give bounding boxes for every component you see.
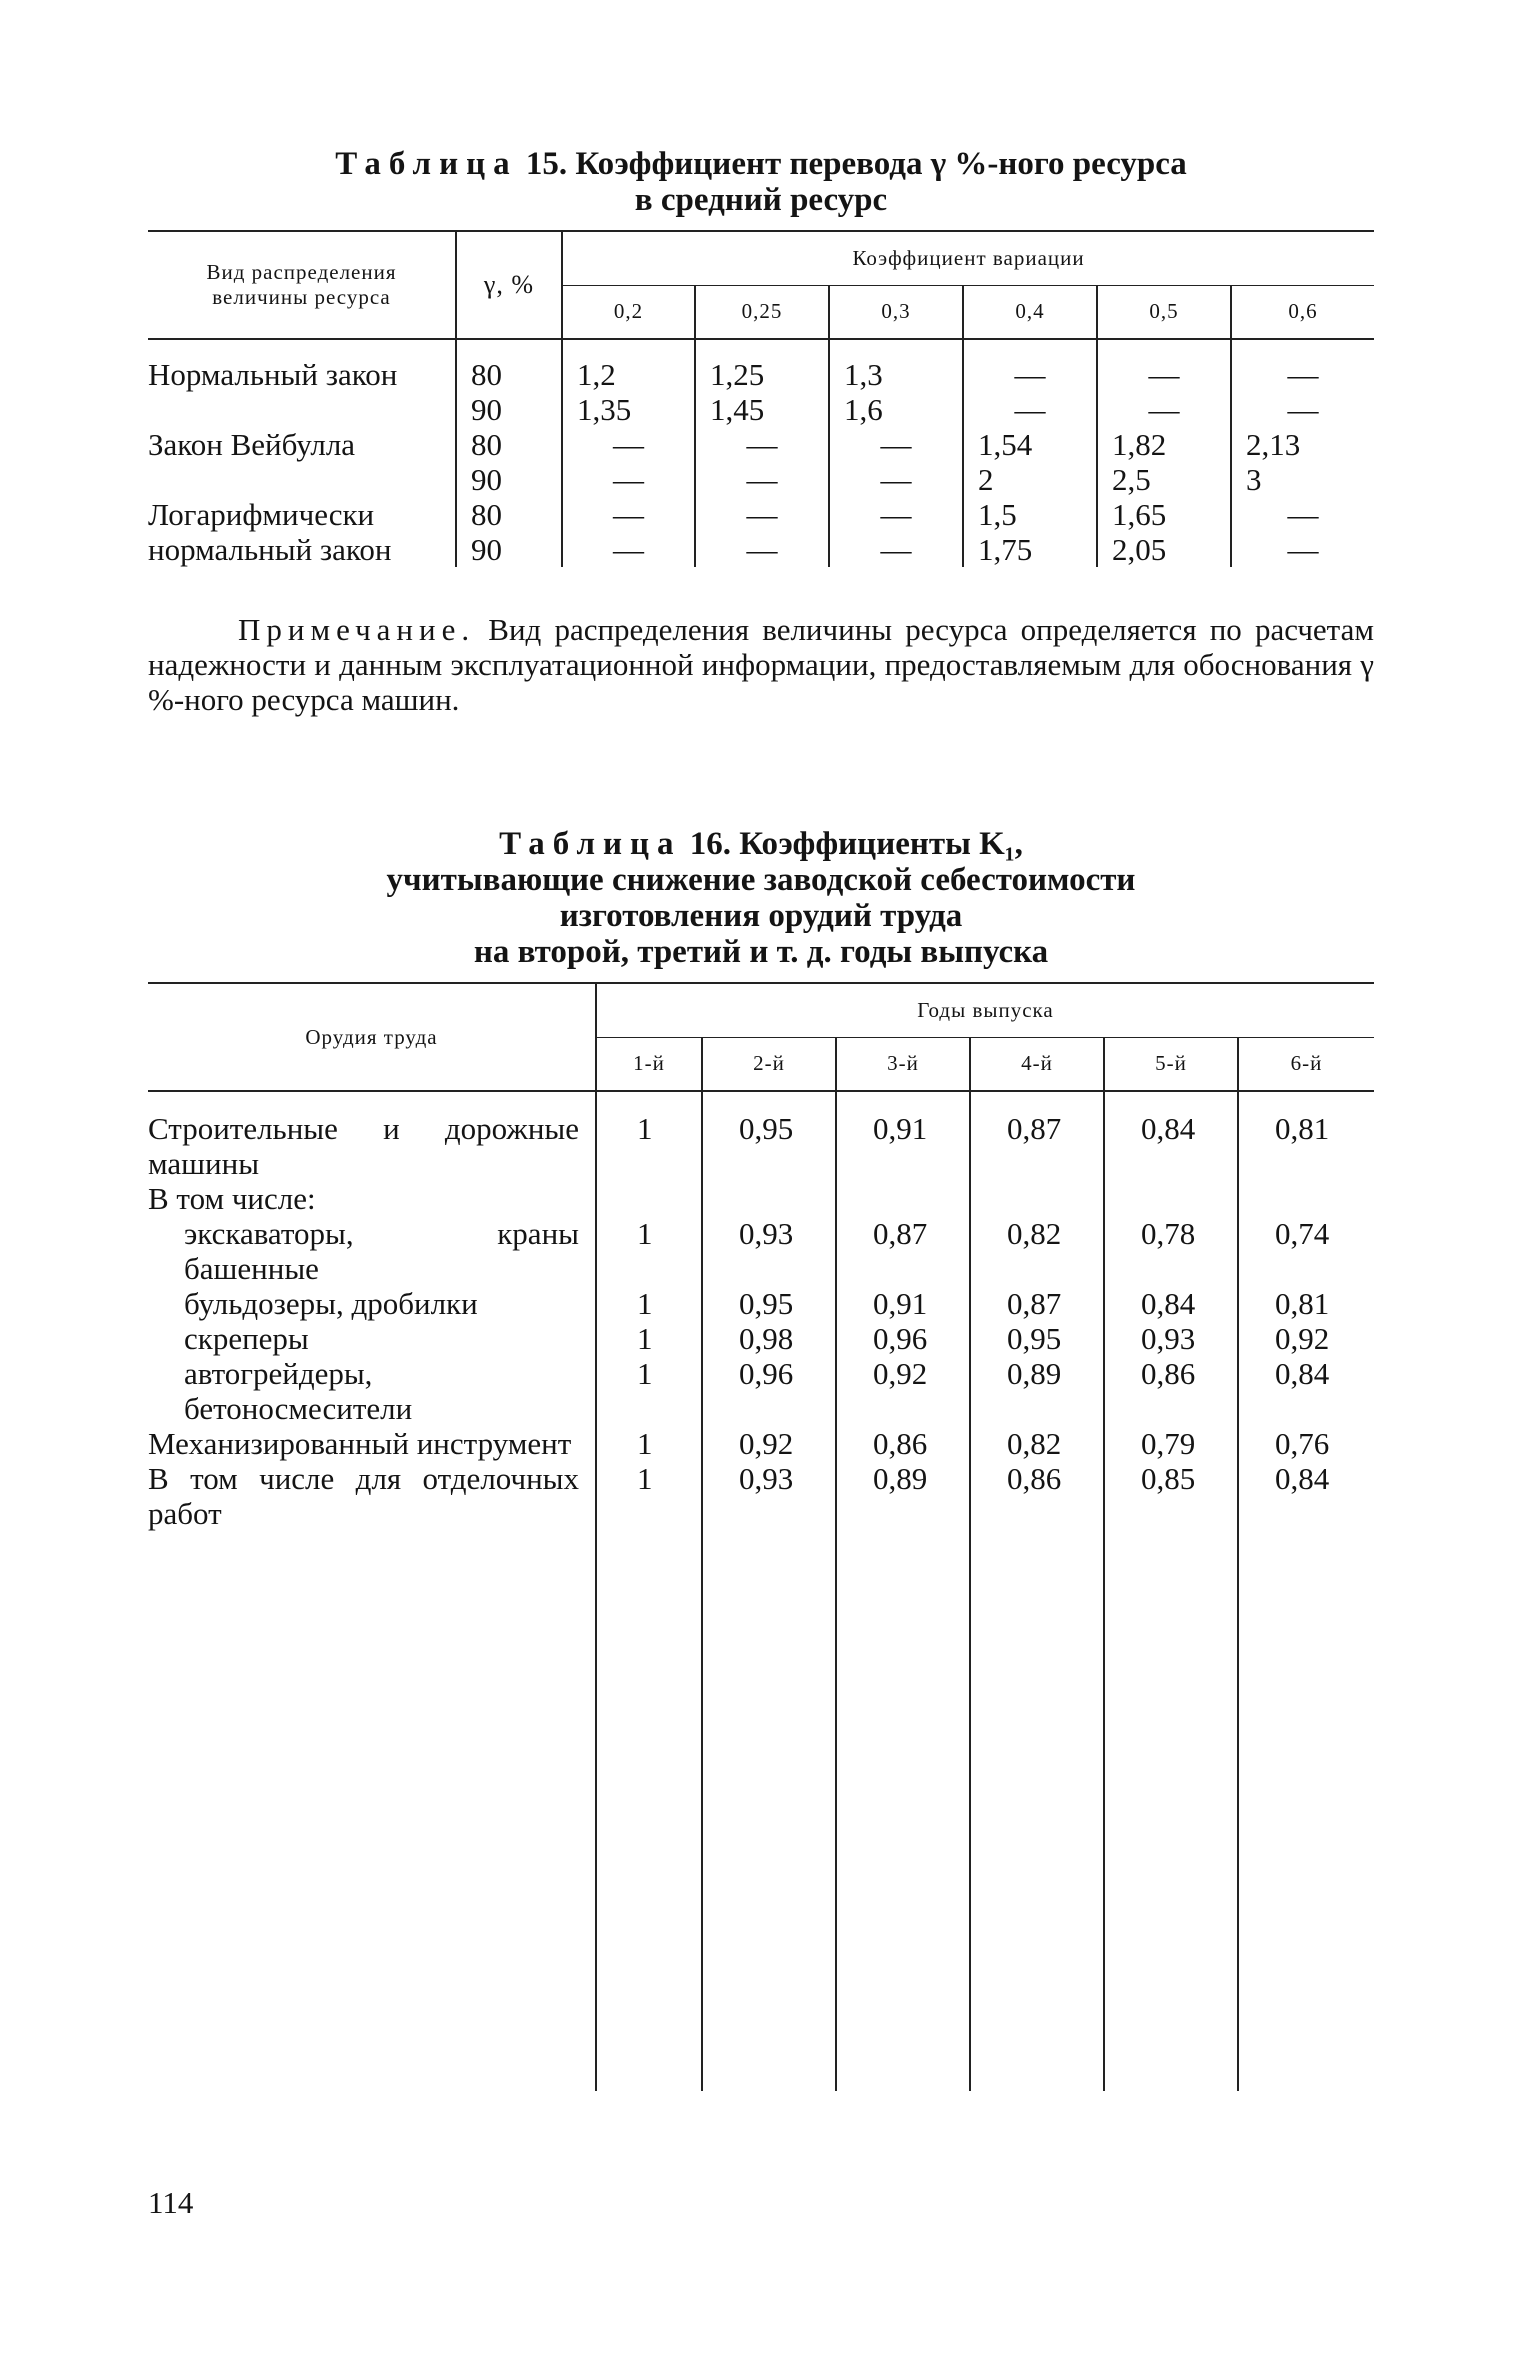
table16-caption-line3: изготовления орудий труда xyxy=(559,898,963,934)
t15-value: — xyxy=(1231,532,1374,567)
t16-value: 0,91 xyxy=(836,1111,970,1181)
t15-value: — xyxy=(562,462,695,497)
t15-value: — xyxy=(1097,357,1231,392)
t16-name: автогрейдеры, бетоносмесители xyxy=(184,1356,413,1426)
t16-row xyxy=(148,1181,1374,1216)
t15-gamma: 80 xyxy=(456,497,562,532)
t16-value: 0,84 xyxy=(1238,1461,1374,1531)
t15-value: 1,25 xyxy=(695,357,829,392)
t15-value: — xyxy=(562,427,695,462)
t16-value: 1 xyxy=(596,1216,702,1286)
t15-row xyxy=(148,357,1374,392)
t15-col-variation: Коэффициент вариации xyxy=(562,231,1374,285)
t15-value: — xyxy=(562,497,695,532)
t16-name: скреперы xyxy=(184,1321,309,1356)
t16-value: 0,81 xyxy=(1238,1286,1374,1321)
t16-value: 0,86 xyxy=(1104,1356,1238,1426)
t15-value: — xyxy=(1231,497,1374,532)
t15-value: — xyxy=(829,462,963,497)
t16-value: 0,84 xyxy=(1238,1356,1374,1426)
t15-name xyxy=(148,462,456,497)
t16-row xyxy=(148,1321,1374,1356)
note-lead: Примечание. xyxy=(238,612,476,647)
t16-value: 0,92 xyxy=(1238,1321,1374,1356)
t16-row xyxy=(148,1356,1374,1426)
t16-value: 0,86 xyxy=(970,1461,1104,1531)
t15-value: 1,82 xyxy=(1097,427,1231,462)
t16-value: 1 xyxy=(596,1286,702,1321)
variation-4: 0,5 xyxy=(1097,285,1231,339)
t15-value: — xyxy=(695,427,829,462)
t16-value xyxy=(1238,1181,1374,1216)
document-page xyxy=(148,0,1374,2362)
table15 xyxy=(148,230,1374,567)
t15-value: 1,2 xyxy=(562,357,695,392)
table16-caption-line4: на второй, третий и т. д. годы выпуска xyxy=(473,934,1049,970)
t16-value: 0,92 xyxy=(836,1356,970,1426)
t16-col-years: Годы выпуска xyxy=(596,983,1374,1037)
t15-value: — xyxy=(963,357,1097,392)
t16-name: бульдозеры, дробилки xyxy=(184,1286,478,1321)
t15-name: нормальный закон xyxy=(148,532,392,567)
t16-value: 0,92 xyxy=(702,1426,836,1461)
t15-value: 1,35 xyxy=(562,392,695,427)
year-2: 3-й xyxy=(836,1037,970,1091)
t15-col-distribution: Вид распределения величины ресурса xyxy=(148,231,456,339)
t16-value: 0,95 xyxy=(702,1286,836,1321)
t16-name: Механизированный инструмент xyxy=(148,1426,572,1461)
t15-value: 2 xyxy=(963,462,1097,497)
year-3: 4-й xyxy=(970,1037,1104,1091)
t16-value: 1 xyxy=(596,1111,702,1181)
t16-row xyxy=(148,1111,1374,1181)
t16-value: 0,81 xyxy=(1238,1111,1374,1181)
t15-gamma: 90 xyxy=(456,392,562,427)
t16-value: 0,87 xyxy=(970,1286,1104,1321)
t15-value: 1,65 xyxy=(1097,497,1231,532)
t16-name: В том числе: xyxy=(148,1181,316,1216)
t15-value: — xyxy=(1231,392,1374,427)
variation-3: 0,4 xyxy=(963,285,1097,339)
t16-value: 0,84 xyxy=(1104,1286,1238,1321)
year-0: 1-й xyxy=(596,1037,702,1091)
table16 xyxy=(148,982,1374,2091)
variation-1: 0,25 xyxy=(695,285,829,339)
variation-0: 0,2 xyxy=(562,285,695,339)
t15-row xyxy=(148,497,1374,532)
t15-value: — xyxy=(695,532,829,567)
t15-name: Закон Вейбулла xyxy=(148,427,356,462)
t16-row xyxy=(148,1426,1374,1461)
year-4: 5-й xyxy=(1104,1037,1238,1091)
t15-col-gamma: γ, % xyxy=(456,231,562,339)
t15-value: — xyxy=(695,462,829,497)
variation-5: 0,6 xyxy=(1231,285,1374,339)
t15-value: — xyxy=(695,497,829,532)
t15-gamma: 90 xyxy=(456,532,562,567)
t15-value: — xyxy=(829,532,963,567)
t15-value: — xyxy=(562,532,695,567)
t16-value: 0,85 xyxy=(1104,1461,1238,1531)
t16-name: В том числе для отделочных работ xyxy=(148,1461,579,1531)
t15-row xyxy=(148,462,1374,497)
table15-caption xyxy=(148,146,1374,218)
t16-value: 0,93 xyxy=(702,1461,836,1531)
table15-caption-lead: Таблица xyxy=(335,146,518,182)
t16-value: 0,89 xyxy=(836,1461,970,1531)
table16-caption-lead: Таблица xyxy=(499,826,682,862)
t16-value: 1 xyxy=(596,1356,702,1426)
t15-value: 3 xyxy=(1231,462,1374,497)
t16-name: экскаваторы, краны башенные xyxy=(184,1216,579,1286)
t15-value: 2,13 xyxy=(1231,427,1374,462)
t16-value: 0,95 xyxy=(702,1111,836,1181)
table16-caption-title: 16. Коэффициенты K₁, xyxy=(689,826,1023,862)
note-text: Вид распределения величины ресурса определяется по расчетам надежности и данным эксплуатационной информации, предоставляемым для обоснования γ %-ного ресурса машин. xyxy=(148,612,1374,717)
t16-value xyxy=(1104,1181,1238,1216)
t16-value: 0,82 xyxy=(970,1216,1104,1286)
t16-value: 1 xyxy=(596,1461,702,1531)
t16-value xyxy=(702,1181,836,1216)
t15-value: — xyxy=(1231,357,1374,392)
t16-row xyxy=(148,1286,1374,1321)
table15-caption-line2: в средний ресурс xyxy=(634,182,888,218)
t16-row xyxy=(148,1216,1374,1286)
table16-caption-line2: учитывающие снижение заводской себестоимости xyxy=(386,862,1136,898)
t15-row xyxy=(148,427,1374,462)
t16-value: 0,95 xyxy=(970,1321,1104,1356)
t15-value: — xyxy=(829,427,963,462)
t15-value: 1,54 xyxy=(963,427,1097,462)
t16-col-tools: Орудия труда xyxy=(148,983,596,1091)
t16-name: Строительные и дорожные машины xyxy=(148,1111,579,1181)
t15-gamma: 90 xyxy=(456,462,562,497)
t15-name: Логарифмически xyxy=(148,497,375,532)
t15-gamma: 80 xyxy=(456,357,562,392)
t16-value: 0,78 xyxy=(1104,1216,1238,1286)
t15-value: 1,45 xyxy=(695,392,829,427)
t16-value: 0,86 xyxy=(836,1426,970,1461)
t16-value: 0,93 xyxy=(1104,1321,1238,1356)
t16-value: 0,96 xyxy=(836,1321,970,1356)
t15-value: 1,6 xyxy=(829,392,963,427)
t16-value: 0,89 xyxy=(970,1356,1104,1426)
t16-value xyxy=(836,1181,970,1216)
t16-value: 0,96 xyxy=(702,1356,836,1426)
t15-name xyxy=(148,392,456,427)
t15-gamma: 80 xyxy=(456,427,562,462)
t16-value: 0,87 xyxy=(970,1111,1104,1181)
t15-value: 1,75 xyxy=(963,532,1097,567)
t16-value: 0,91 xyxy=(836,1286,970,1321)
t15-value: 2,5 xyxy=(1097,462,1231,497)
t15-value: — xyxy=(829,497,963,532)
t16-value xyxy=(970,1181,1104,1216)
t15-value: 1,5 xyxy=(963,497,1097,532)
t16-value: 0,84 xyxy=(1104,1111,1238,1181)
t15-value: — xyxy=(963,392,1097,427)
t16-value: 0,82 xyxy=(970,1426,1104,1461)
t15-row xyxy=(148,392,1374,427)
t16-value xyxy=(596,1181,702,1216)
year-5: 6-й xyxy=(1238,1037,1374,1091)
year-1: 2-й xyxy=(702,1037,836,1091)
t16-value: 0,74 xyxy=(1238,1216,1374,1286)
t16-value: 0,87 xyxy=(836,1216,970,1286)
table15-note xyxy=(148,612,1374,717)
t15-name: Нормальный закон xyxy=(148,357,398,392)
t16-row xyxy=(148,1461,1374,1531)
page-number: 114 xyxy=(148,2185,194,2220)
t16-value: 0,76 xyxy=(1238,1426,1374,1461)
table15-caption-title: 15. Коэффициент перевода γ %-ного ресурса xyxy=(525,146,1187,182)
t16-value: 0,98 xyxy=(702,1321,836,1356)
t16-value: 0,93 xyxy=(702,1216,836,1286)
table16-caption xyxy=(148,826,1374,970)
t15-value: — xyxy=(1097,392,1231,427)
t15-value: 1,3 xyxy=(829,357,963,392)
t16-value: 1 xyxy=(596,1426,702,1461)
t15-row xyxy=(148,532,1374,567)
variation-2: 0,3 xyxy=(829,285,963,339)
t16-value: 0,79 xyxy=(1104,1426,1238,1461)
t16-value: 1 xyxy=(596,1321,702,1356)
t15-value: 2,05 xyxy=(1097,532,1231,567)
